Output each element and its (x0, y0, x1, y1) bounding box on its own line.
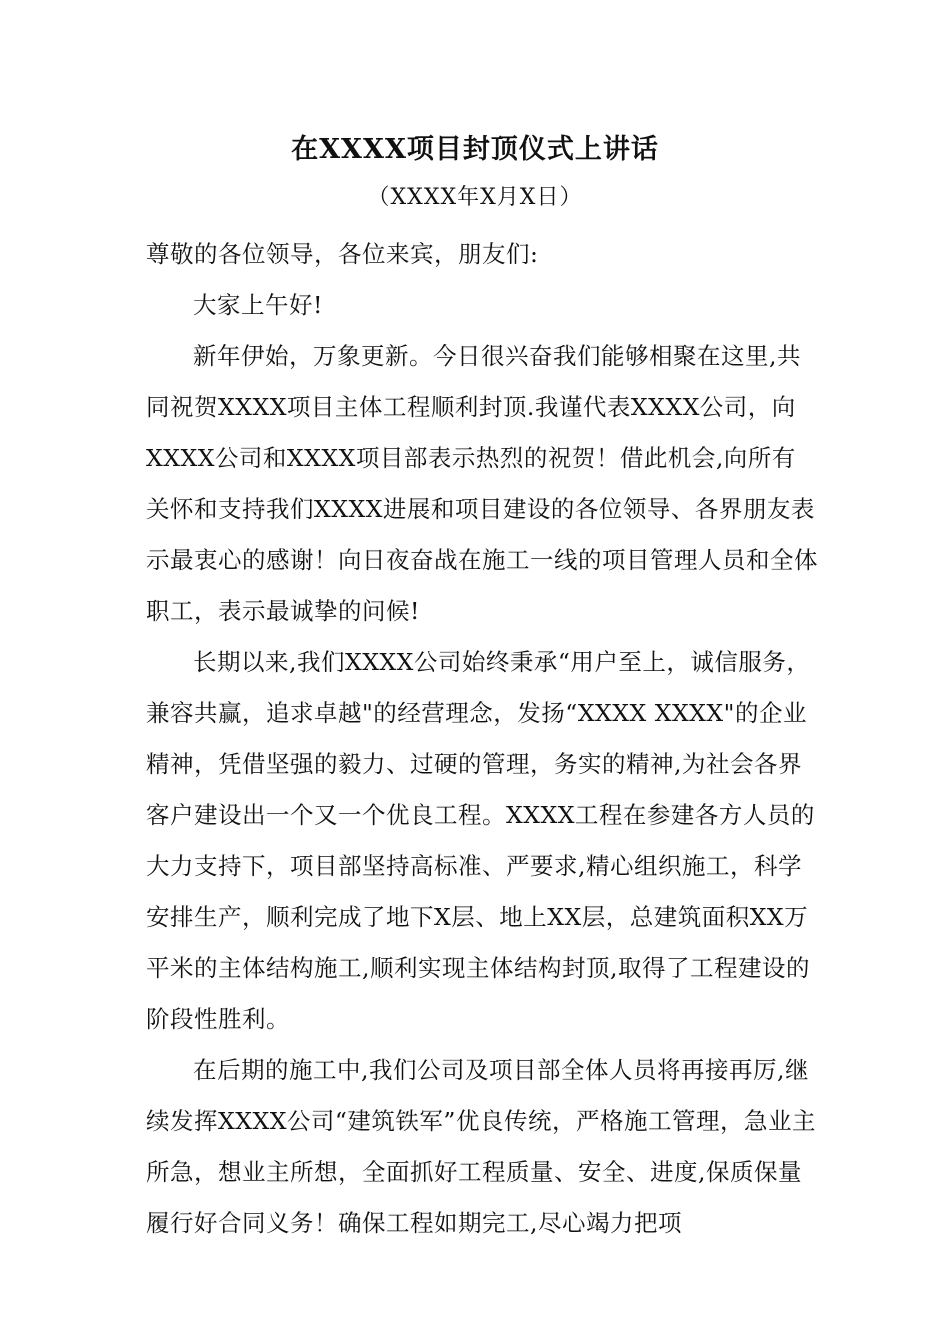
paragraph-greeting: 大家上午好! (193, 291, 323, 319)
document-title: 在XXXX项目封顶仪式上讲话 (291, 134, 659, 165)
document-body (146, 229, 818, 1249)
paragraph-company-achievements: 长期以来,我们XXXX公司始终秉承“用户至上，诚信服务，兼容共赢，追求卓越"的经营理念，发扬“XXXX XXXX"的企业精神，凭借坚强的毅力、过硬的管理，务实的精神,为社会各界客户建设出一个又一个优良工程。XXXX工程在参建各方人员的大力支持下，项目部坚持高标准、严要求,精心组织施工，科学安排生产，顺利完成了地下X层、地上XX层，总建筑面积XX万平米的主体结构施工,顺利实现主体结构封顶,取得了工程建设的阶段性胜利。 (146, 648, 815, 1033)
salutation-line: 尊敬的各位领导，各位来宾，朋友们: (146, 240, 539, 268)
document-date: （XXXX年X月X日） (367, 185, 583, 210)
paragraph-opening: 新年伊始，万象更新。今日很兴奋我们能够相聚在这里,共同祝贺XXXX项目主体工程顺利封顶.我谨代表XXXX公司，向XXXX公司和XXXX项目部表示热烈的祝贺！借此机会,向所有关怀和支持我们XXXX进展和项目建设的各位领导、各界朋友表示最衷心的感谢！向日夜奋战在施工一线的项目管理人员和全体职工，表示最诚挚的问候! (146, 342, 818, 625)
paragraph-future-commitment: 在后期的施工中,我们公司及项目部全体人员将再接再厉,继续发挥XXXX公司“建筑铁军”优良传统，严格施工管理，急业主所急，想业主所想，全面抓好工程质量、安全、进度,保质保量履行好合同义务！确保工程如期完工,尽心竭力把项 (146, 1056, 816, 1237)
